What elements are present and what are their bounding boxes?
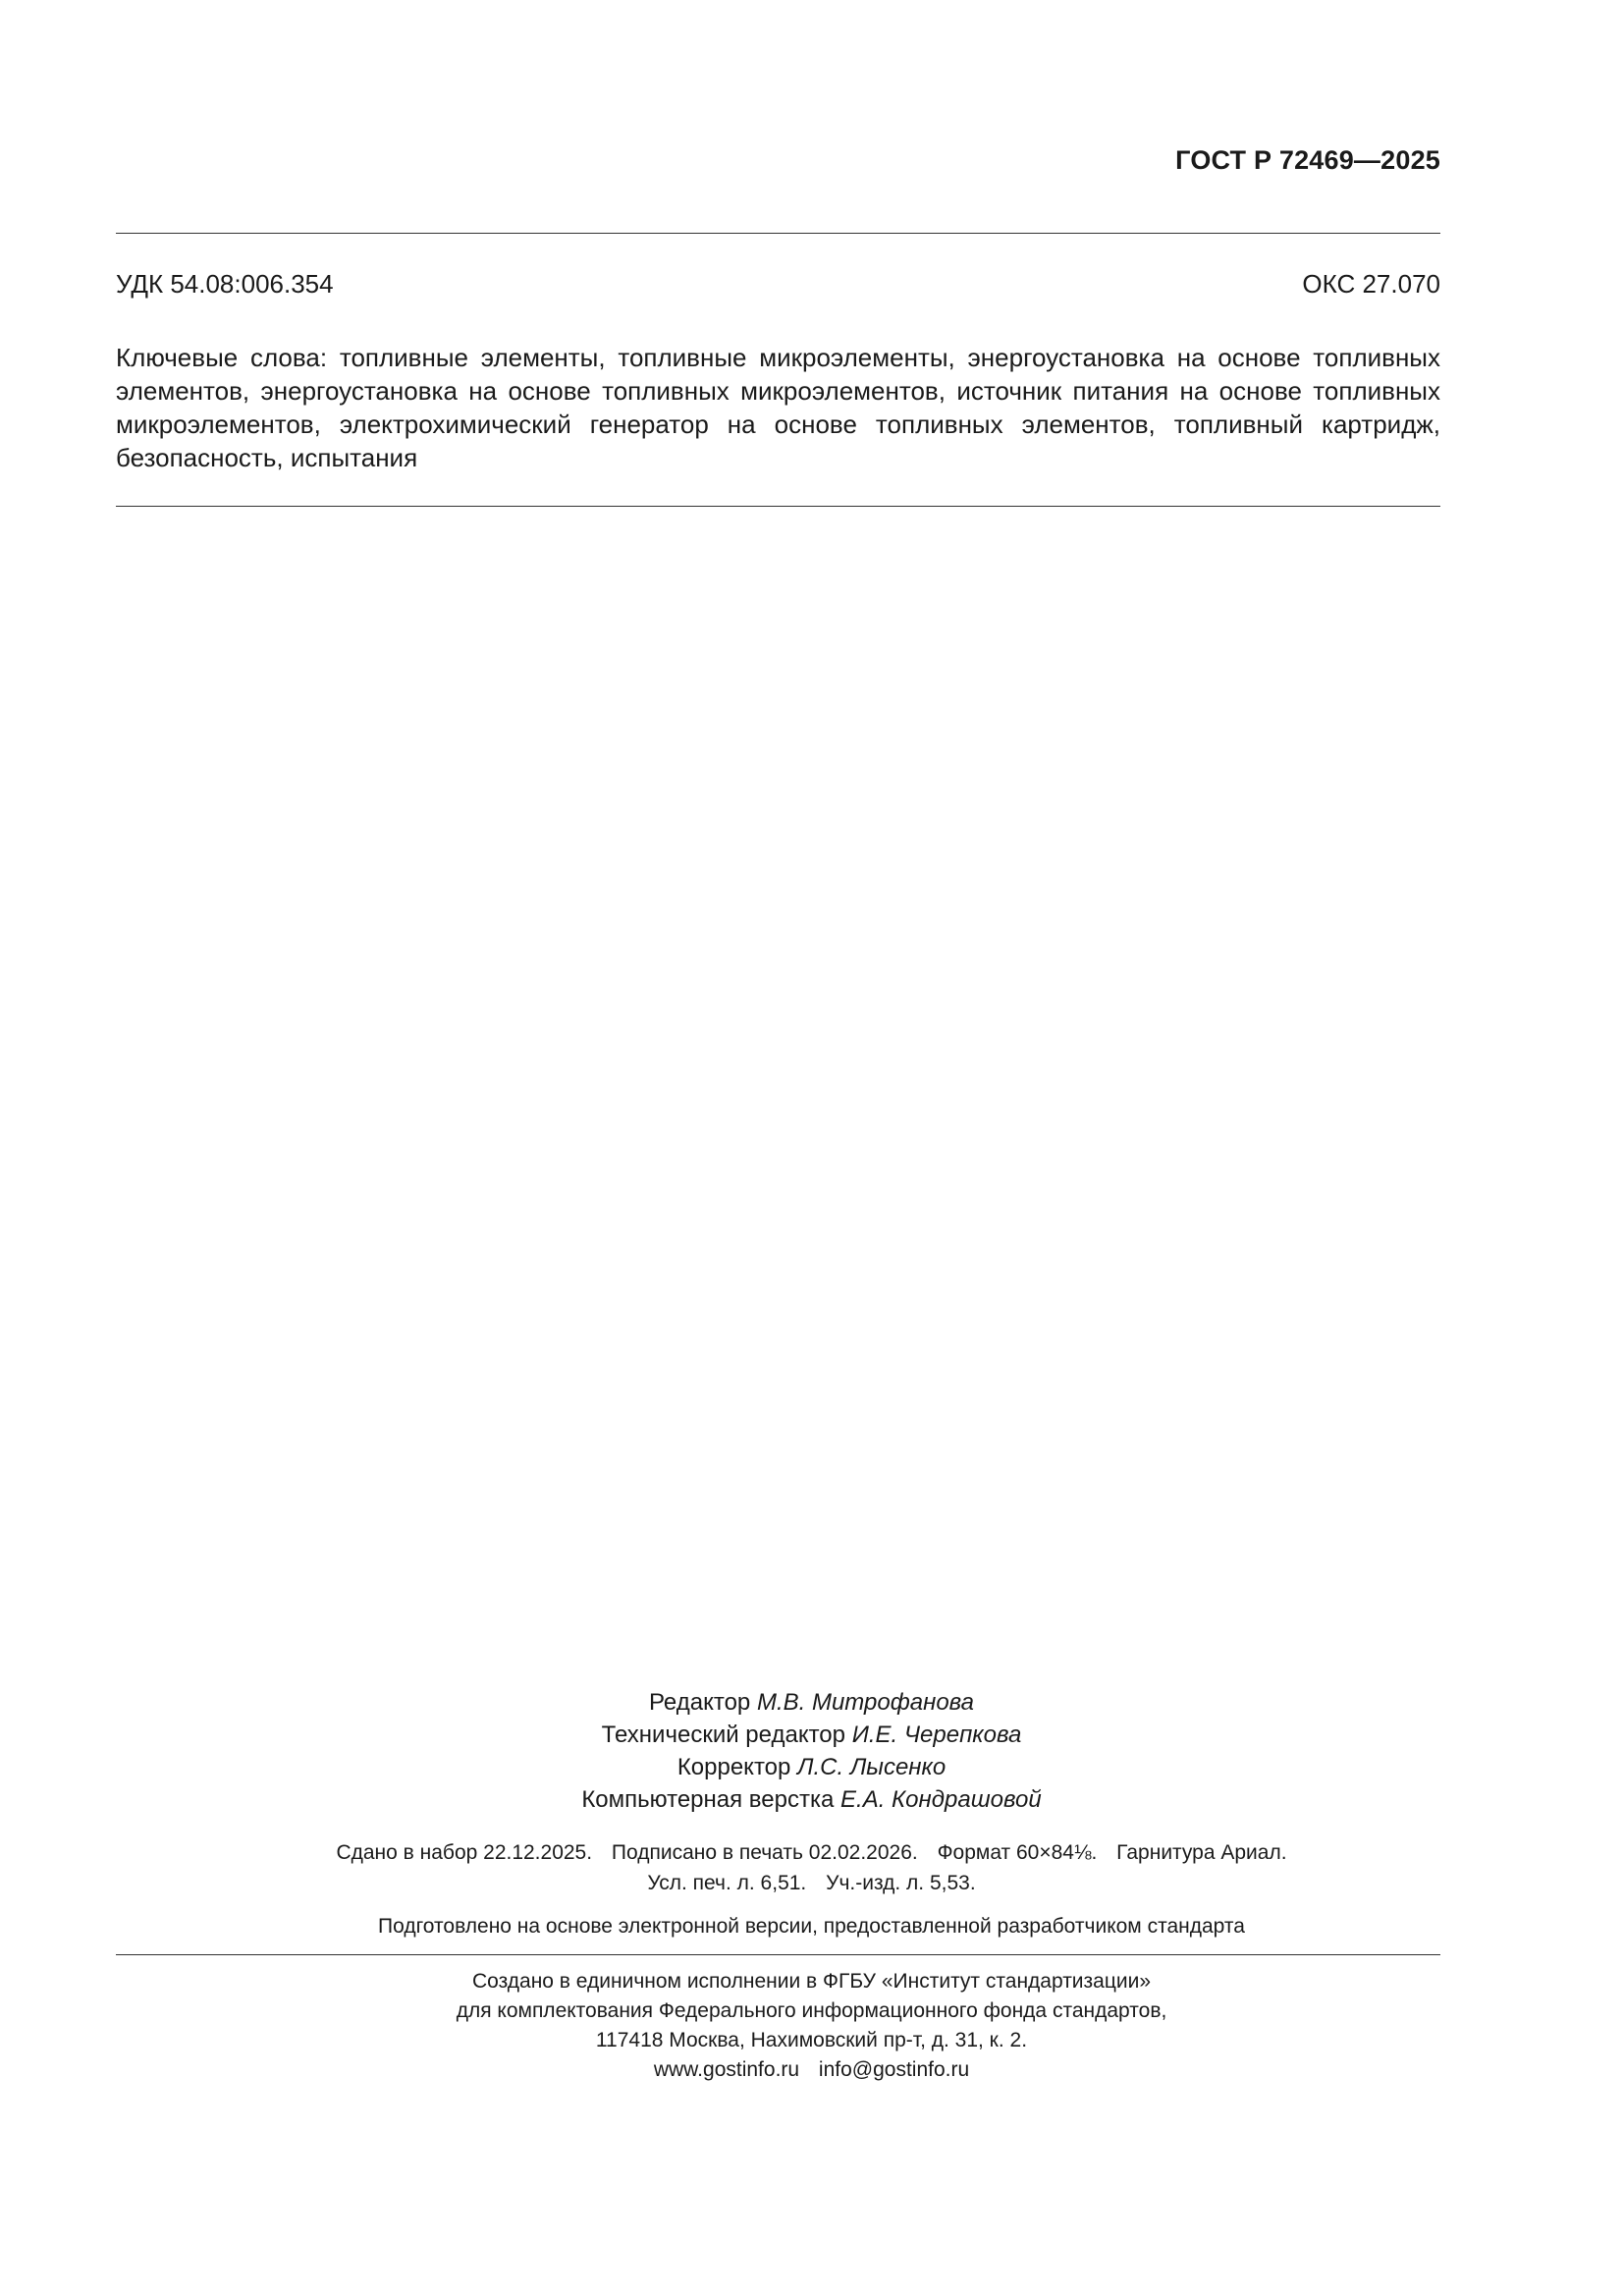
print-details-line-1 [0, 1837, 1623, 1868]
publisher-sheets: Уч.-изд. л. 5,53. [826, 1872, 976, 1894]
publisher-info [0, 1967, 1623, 2085]
credit-technical-editor [0, 1719, 1623, 1751]
credit-layout [0, 1783, 1623, 1816]
credit-role: Компьютерная верстка [581, 1786, 835, 1813]
publisher-address: 117418 Москва, Нахимовский пр-т, д. 31, к. 2. [595, 2029, 1028, 2051]
typeface: Гарнитура Ариал. [1116, 1841, 1287, 1864]
credit-person: М.В. Митрофанова [756, 1689, 975, 1716]
top-divider [116, 233, 1440, 234]
credit-person: Е.А. Кондрашовой [840, 1786, 1042, 1813]
credit-role: Корректор [676, 1754, 791, 1780]
publisher-line-2: для комплектования Федерального информационного фонда стандартов, [456, 1999, 1167, 2022]
website-link[interactable]: www.gostinfo.ru [653, 2058, 800, 2081]
email-link[interactable]: info@gostinfo.ru [818, 2058, 970, 2081]
publisher-line-1: Создано в единичном исполнении в ФГБУ «Институт стандартизации» [471, 1970, 1152, 1993]
bottom-divider [116, 1954, 1440, 1955]
keywords-paragraph: Ключевые слова: топливные элементы, топливные микроэлементы, энергоустановка на основе топливных элементов, энергоустановка на основе топливных микроэлементов, источник питания на основе топливных микроэлементов, электрохимический генератор на основе топливных элементов, топливный картридж, безопасность, испытания [116, 343, 1440, 472]
print-details [0, 1837, 1623, 1898]
credit-editor [0, 1686, 1623, 1719]
credit-person: Л.С. Лысенко [797, 1754, 947, 1780]
document-code: ГОСТ Р 72469—2025 [1175, 145, 1440, 175]
editorial-credits [0, 1686, 1623, 1816]
credit-proofreader [0, 1751, 1623, 1783]
prepared-note: Подготовлено на основе электронной версии, предоставленной разработчиком стандарта [378, 1915, 1245, 1938]
print-details-line-2 [0, 1868, 1623, 1898]
oks-code: ОКС 27.070 [1302, 269, 1440, 299]
print-sheets: Усл. печ. л. 6,51. [647, 1872, 807, 1894]
credit-role: Технический редактор [601, 1722, 846, 1748]
credit-role: Редактор [648, 1689, 751, 1716]
keywords-divider [116, 506, 1440, 507]
publisher-contacts [0, 2055, 1623, 2085]
credit-person: И.Е. Черепкова [851, 1722, 1022, 1748]
udk-code: УДК 54.08:006.354 [116, 269, 334, 299]
signed-date: Подписано в печать 02.02.2026. [611, 1841, 918, 1864]
paper-format: Формат 60×84⅛. [937, 1841, 1098, 1864]
submitted-date: Сдано в набор 22.12.2025. [336, 1841, 593, 1864]
